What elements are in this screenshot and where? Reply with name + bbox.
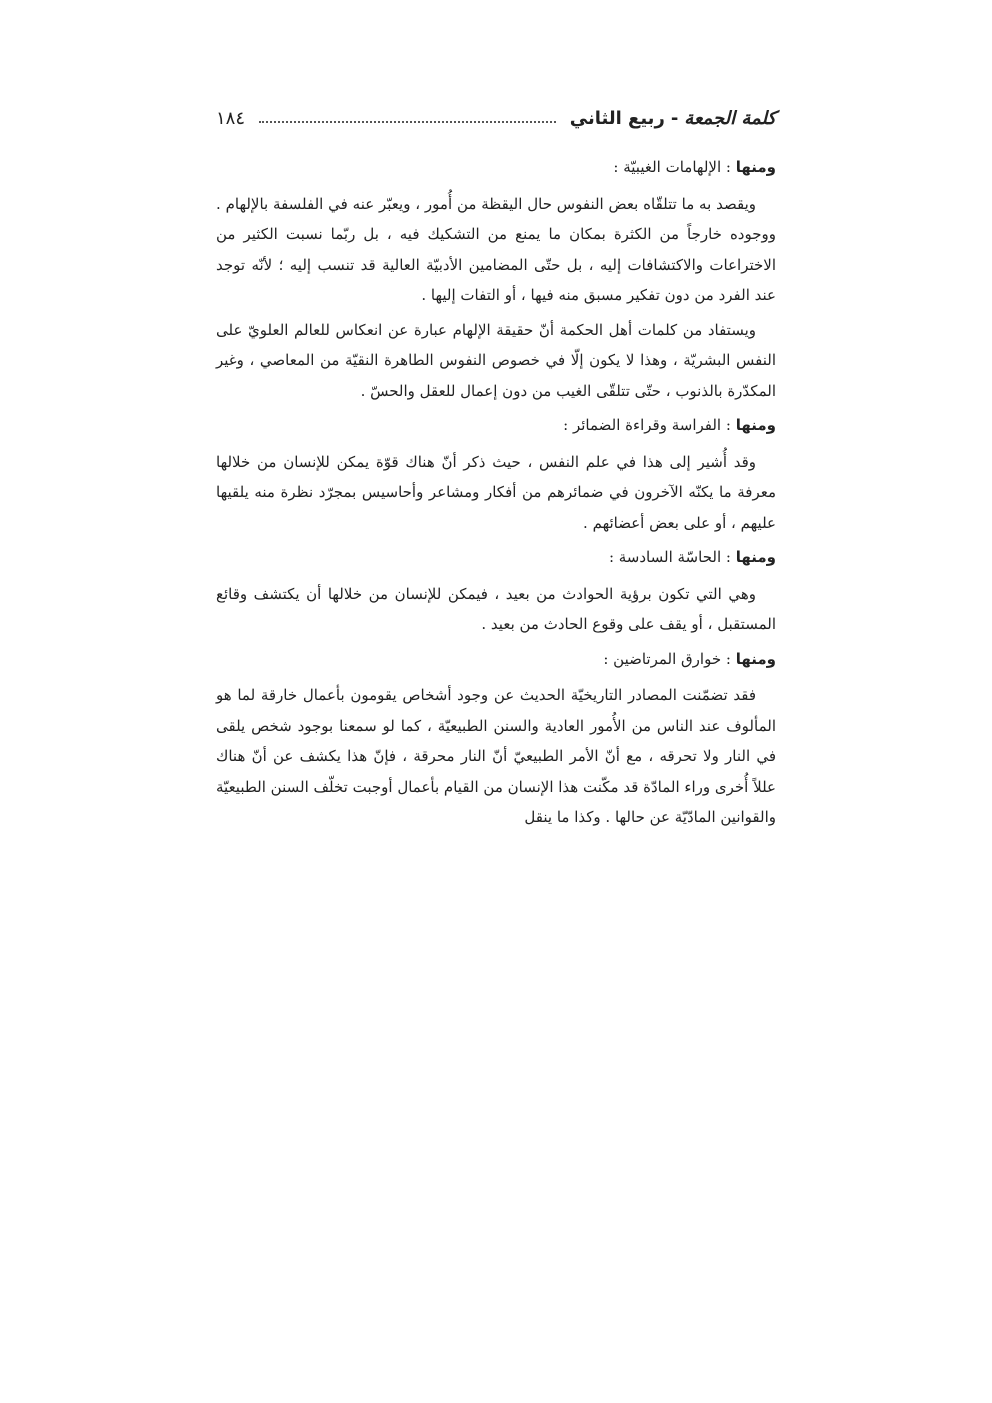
paragraph: وهي التي تكون برؤية الحوادث من بعيد ، فيمكن للإنسان من خلالها أن يكتشف وقائع المستقبل ، أو يقف على وقوع الحادث من بعيد .	[216, 584, 776, 633]
paragraph: فقد تضمّنت المصادر التاريخيّة الحديث عن وجود أشخاص يقومون بأعمال خارقة لما هو المألوف عند الناس من الأُمور العادية والسنن الطبيعيّة ، كما لو سمعنا بوجود شخص يلقى في النار ولا تحرقه ، مع أنّ الأمر الطبيعيّ أنّ النار محرقة ، فإنّ هذا يكشف عن أنّ هناك عللاً أُخرى وراء المادّة قد مكّنت هذا الإنسان من القيام بأعمال أوجبت تخلّف السنن الطبيعيّة والقوانين المادّيّة عن حالها . وكذا ما ينقل	[216, 686, 776, 826]
dotted-leader	[259, 121, 556, 123]
heading-keyword: ومنها	[735, 548, 776, 566]
page-header	[216, 100, 776, 136]
heading-text: : الحاسّة السادسة :	[608, 548, 731, 566]
journal-logo: كلمة الجمعة	[684, 107, 776, 129]
heading-text: : الفراسة وقراءة الضمائر :	[563, 416, 731, 434]
paragraph: ويقصد به ما تتلقّاه بعض النفوس حال اليقظة من أُمور ، ويعبّر عنه في الفلسفة بالإلهام . ووجوده خارجاً من الكثرة بمكان ما يمنع من التشكيك فيه ، بل ربّما نسبت الكثير من الاختراعات والاكتشافات إليه ، بل حتّى المضامين الأدبيّة العالية قد تنسب إليه ؛ لأنّه توجد عند الفرد من دون تفكير مسبق منه فيها ، أو التفات إليها .	[216, 194, 776, 304]
page-body	[216, 150, 776, 837]
heading-text: : خوارق المرتاضين :	[603, 649, 731, 668]
month-title: ربيع الثاني	[569, 107, 665, 129]
section-heading	[216, 542, 776, 573]
section-heading	[216, 410, 776, 441]
heading-keyword: ومنها	[735, 649, 776, 668]
page-number: ١٨٤	[216, 107, 246, 129]
section-heading	[216, 152, 776, 183]
paragraph: وقد أُشير إلى هذا في علم النفس ، حيث ذكر أنّ هناك قوّة يمكن للإنسان من خلالها معرفة ما يكنّه الآخرون في ضمائرهم من أفكار ومشاعر وأحاسيس بمجرّد نظرة منه يلقيها عليهم ، أو على بعض أعضائهم .	[216, 452, 776, 532]
running-title	[570, 108, 776, 129]
heading-text: : الإلهامات الغيبيّة :	[613, 158, 731, 176]
heading-keyword: ومنها	[735, 416, 776, 434]
heading-keyword: ومنها	[735, 158, 776, 176]
paragraph: ويستفاد من كلمات أهل الحكمة أنّ حقيقة الإلهام عبارة عن انعكاس للعالم العلويّ على النفس البشريّة ، وهذا لا يكون إلّا في خصوص النفوس الطاهرة النقيّة من المعاصي ، وغير المكدّرة بالذنوب ، حتّى تتلقّى الغيب من دون إعمال للعقل والحسّ .	[216, 320, 776, 400]
title-separator: -	[670, 107, 679, 129]
section-heading	[216, 644, 776, 675]
